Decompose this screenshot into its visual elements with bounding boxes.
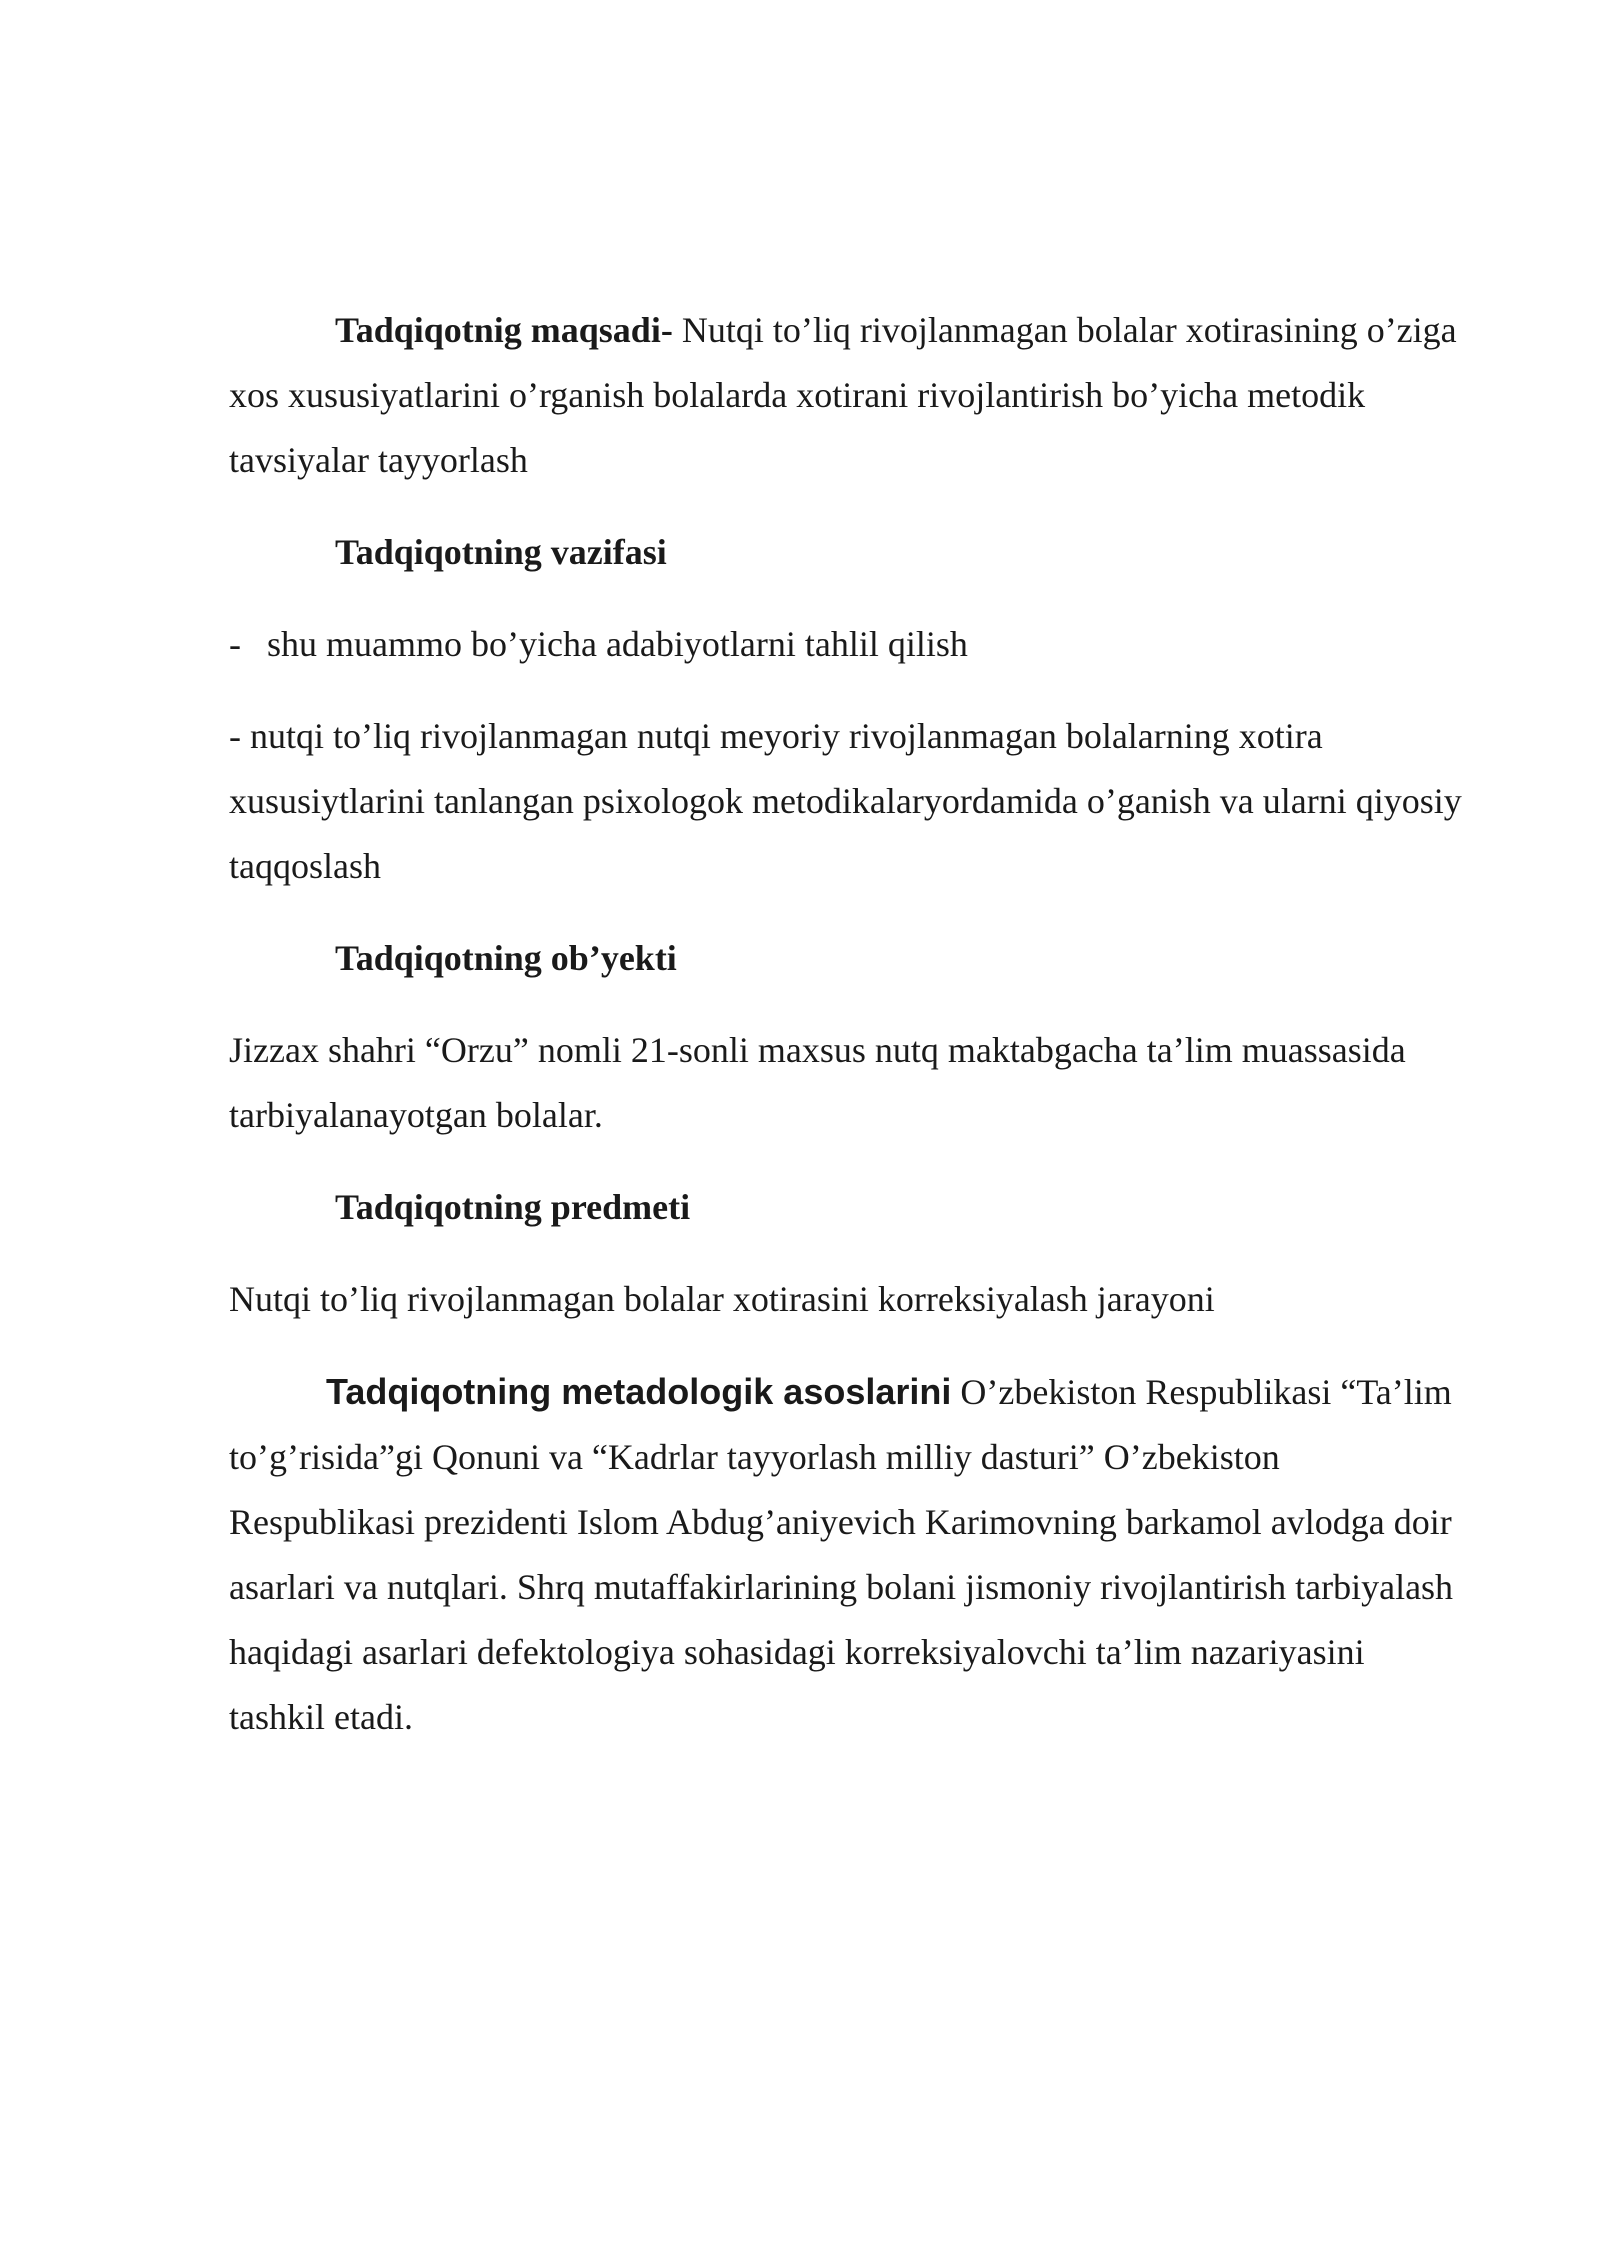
task-item-2: - nutqi to’liq rivojlanmagan nutqi meyoriy rivojlanmagan bolalarning xotira xususiytlarini tanlangan psixologok metodikalaryordamida o’ganish va ularni qiyosiy taqqoslash xyxy=(229,716,1462,886)
methodology-paragraph xyxy=(229,1359,1469,1750)
purpose-label: Tadqiqotnig maqsadi- xyxy=(335,310,673,350)
methodology-text: O’zbekiston Respublikasi “Ta’lim to’g’risida”gi Qonuni va “Kadrlar tayyorlash milliy dasturi” O’zbekiston Respublikasi prezidenti Islom Abdug’aniyevich Karimovning barkamol avlodga doir asarlari va nutqlari. Shrq mutaffakirlarining bolani jismoniy rivojlantirish tarbiyalash haqidagi asarlari defektologiya sohasidagi korreksiyalovchi ta’lim nazariyasini tashkil etadi. xyxy=(229,1372,1454,1737)
task-item-1-dash: - xyxy=(229,624,241,664)
purpose-paragraph xyxy=(229,298,1469,493)
document-body xyxy=(229,298,1469,1777)
task-item-1 xyxy=(229,612,1469,677)
object-heading: Tadqiqotning ob’yekti xyxy=(335,938,677,978)
object-text: Jizzax shahri “Orzu” nomli 21-sonli maxsus nutq maktabgacha ta’lim muassasida tarbiyalanayotgan bolalar. xyxy=(229,1030,1406,1135)
tasks-heading: Tadqiqotning vazifasi xyxy=(335,532,667,572)
subject-heading: Tadqiqotning predmeti xyxy=(335,1187,691,1227)
subject-text: Nutqi to’liq rivojlanmagan bolalar xotirasini korreksiyalash jarayoni xyxy=(229,1279,1215,1319)
purpose-text: Nutqi to’liq rivojlanmagan bolalar xotirasining o’ziga xos xususiyatlarini o’rganish bolalarda xotirani rivojlantirish bo’yicha metodik tavsiyalar tayyorlash xyxy=(229,310,1457,480)
methodology-label: Tadqiqotning metadologik asoslarini xyxy=(326,1371,952,1412)
task-item-1-text: shu muammo bo’yicha adabiyotlarni tahlil qilish xyxy=(267,624,968,664)
